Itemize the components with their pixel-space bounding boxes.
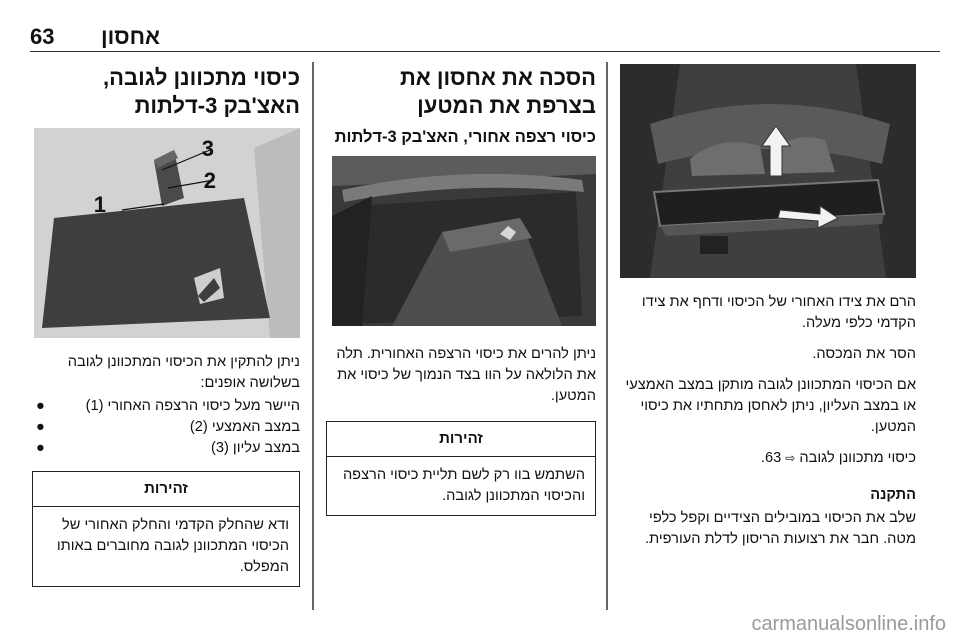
warning-body: ודא שהחלק הקדמי והחלק האחורי של הכיסוי המתכוונן לגובה מחוברים באותו המפלס. <box>56 517 289 575</box>
photo-adjustable-cover-positions <box>34 128 300 338</box>
install-heading: התקנה <box>870 487 916 503</box>
cross-reference-text: כיסוי מתכוונן לגובה <box>799 450 916 466</box>
list-item: ● במצב האמצעי (2) <box>32 417 300 438</box>
list-item: ● היישר מעל כיסוי הרצפה האחורי (1) <box>32 396 300 417</box>
bullet-dot-icon: ● <box>36 419 45 435</box>
column-divider-right <box>606 62 608 610</box>
paragraph-cross-reference: כיסוי מתכוונן לגובה ⇨ 63. <box>760 450 916 466</box>
photo-callout-1: 1 <box>93 192 106 217</box>
paragraph-raise-floor-cover: ניתן להרים את כיסוי הרצפה האחורית. תלה את הלולאה על הוו בצד הנמוך של כיסוי את המטען. <box>336 346 596 404</box>
watermark: carmanualsonline.info <box>751 613 946 635</box>
photo-adjustable-cover-illustration <box>34 128 300 338</box>
middle-column-subheading: כיסוי רצפה אחורי, האצ'בק 3-דלתות <box>334 128 596 146</box>
warning-box-level <box>32 471 300 587</box>
cross-reference-page: 63 <box>764 450 782 466</box>
column-right <box>620 64 916 550</box>
bullet-dot-icon: ● <box>36 398 45 414</box>
photo-cargo-cover-removal <box>620 64 916 278</box>
column-left <box>32 64 300 587</box>
middle-column-heading: הסכה את אחסון את בצרפת את המטען <box>399 65 596 118</box>
page-number: 63 <box>30 24 55 49</box>
warning-title: זהירות <box>33 472 299 507</box>
paragraph-remove-cover: הסר את המכסה. <box>812 346 916 362</box>
install-paragraph: שלב את הכיסוי במובילים הצידיים וקפל כלפי מטה. חבר את רצועות הריסון לדלת העורפית. <box>645 510 916 547</box>
paragraph-three-positions: ניתן להתקין את הכיסוי המתכוונן לגובה בשלושה אופנים: <box>67 354 300 391</box>
warning-title: זהירות <box>327 422 595 457</box>
section-title: אחסון <box>100 24 160 49</box>
positions-list <box>32 396 300 459</box>
bullet-dot-icon: ● <box>36 440 45 456</box>
warning-body: השתמש בוו רק לשם תליית כיסוי הרצפה והכיסוי המתכוונן לגובה. <box>342 467 585 504</box>
left-column-heading: כיסוי מתכוונן לגובה, האצ'בק 3-דלתות <box>103 65 300 118</box>
page-header <box>30 22 940 52</box>
paragraph-lift-cover: הרם את צידו האחורי של הכיסוי ודחף את צידו הקדמי כלפי מעלה. <box>641 294 916 331</box>
column-divider-left <box>312 62 314 610</box>
photo-cargo-cover-removal-illustration <box>620 64 916 278</box>
page-reference-icon: ⇨ <box>785 451 796 465</box>
photo-rear-floor-cover <box>332 156 596 326</box>
photo-rear-floor-cover-illustration <box>332 156 596 326</box>
list-item: ● במצב עליון (3) <box>32 438 300 459</box>
column-middle <box>326 64 596 516</box>
photo-callout-3: 3 <box>201 136 214 161</box>
paragraph-stowing-cover: אם הכיסוי המתכוונן לגובה מותקן במצב האמצעי או במצב העליון, ניתן לאחסן מתחתיו את כיסוי המטען. <box>625 377 916 435</box>
warning-box-hook <box>326 421 596 516</box>
photo-callout-2: 2 <box>203 168 216 193</box>
